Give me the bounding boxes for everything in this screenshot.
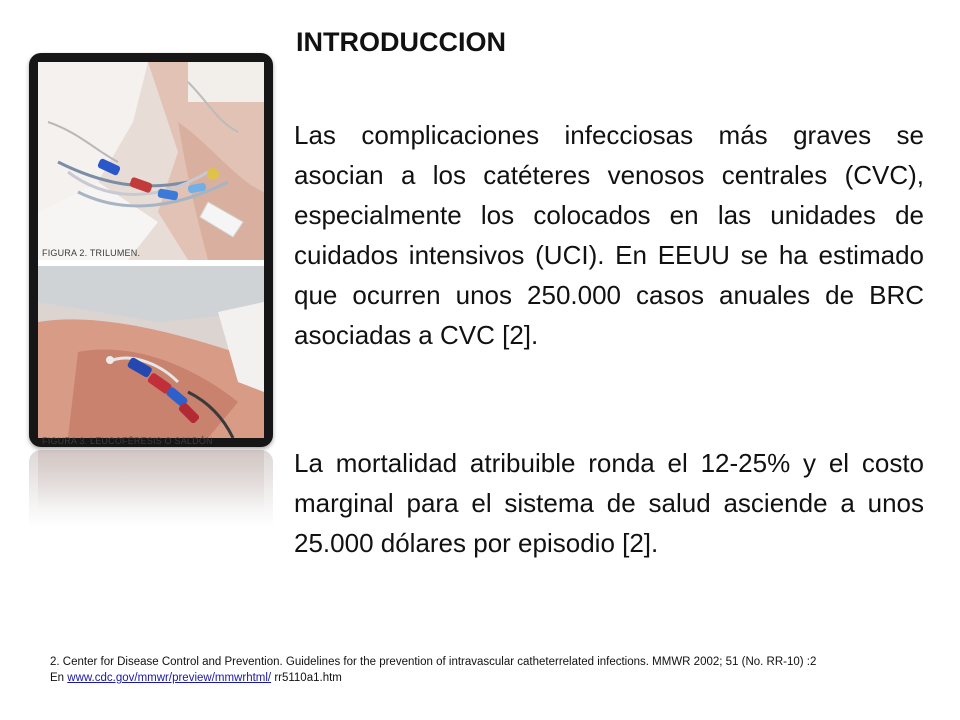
footnote-suffix: rr5110a1.htm xyxy=(274,672,342,684)
cdc-reference-link[interactable]: www.cdc.gov/mmwr/preview/mmwrhtml/ xyxy=(67,672,272,684)
footnote-link-line xyxy=(50,670,940,686)
paragraph-complications: Las complicaciones infecciosas más graves se asocian a los catéteres venosos centrales (CVC), especialmente los colocados en las unidades de cuidados intensivos (UCI). En EEUU se ha estimado que ocurren unos 250.000 casos anuales de BRC asociadas a CVC [2]. xyxy=(294,120,924,350)
reference-footnote xyxy=(50,654,940,686)
figure-caption-top: FIGURA 2. TRILUMEN. xyxy=(42,248,141,258)
figure-caption-bottom: FIGURA 3. LEUCOFÉRESIS O SALDÓN xyxy=(42,436,213,446)
reflection-strip xyxy=(38,450,264,510)
footnote-prefix: En xyxy=(50,672,65,684)
section-heading: INTRODUCCION xyxy=(296,27,506,57)
paragraph-mortality: La mortalidad atribuible ronda el 12-25% y el costo marginal para el sistema de salud asciende a unos 25.000 dólares por episodio [2]. xyxy=(294,448,924,558)
catheter-photo xyxy=(38,62,264,446)
catheter-photo-frame xyxy=(29,53,273,447)
footnote-citation: 2. Center for Disease Control and Prevention. Guidelines for the prevention of intravascular catheterrelated infections. MMWR 2002; 51 (No. RR-10) :2 xyxy=(50,656,817,668)
photo-reflection xyxy=(29,450,273,560)
